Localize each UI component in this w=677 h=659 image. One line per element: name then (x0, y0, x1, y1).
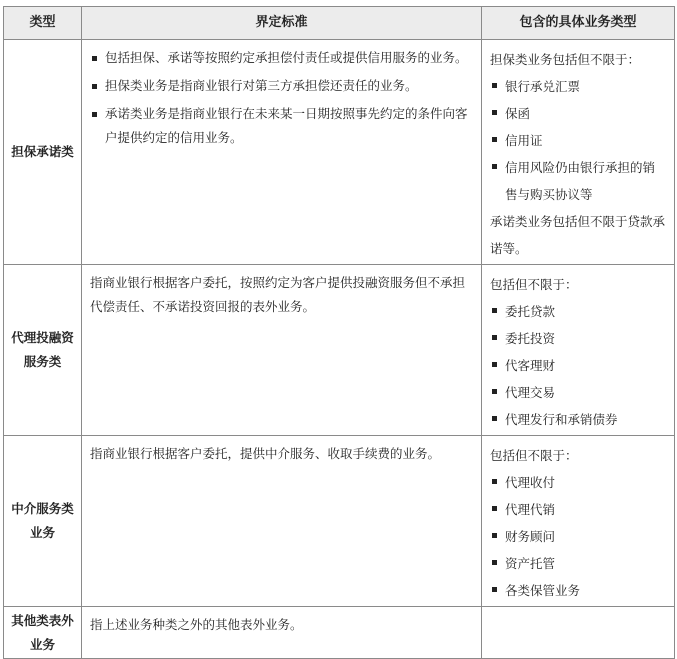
list-item: 资产托管 (490, 550, 666, 577)
list-item: 委托贷款 (490, 298, 666, 325)
type-cell: 担保承诺类 (4, 40, 82, 265)
header-business: 包含的具体业务类型 (482, 7, 675, 40)
business-intro: 包括但不限于： (490, 448, 578, 463)
list-item: 代理代销 (490, 496, 666, 523)
business-intro: 包括但不限于： (490, 277, 578, 292)
list-item: 保函 (490, 100, 666, 127)
definition-cell: 指商业银行根据客户委托，按照约定为客户提供投融资服务但不承担代偿责任、不承诺投资回报的表外业务。 (82, 265, 482, 436)
header-definition: 界定标准 (82, 7, 482, 40)
list-item: 信用风险仍由银行承担的销售与购买协议等 (490, 154, 666, 208)
table-row (4, 265, 675, 436)
business-cell-empty (482, 607, 675, 659)
list-item: 各类保管业务 (490, 577, 666, 604)
business-type-table (3, 6, 675, 659)
business-list (490, 298, 666, 433)
table-row (4, 607, 675, 659)
definition-cell: 指商业银行根据客户委托，提供中介服务、收取手续费的业务。 (82, 436, 482, 607)
business-cell (482, 40, 675, 265)
header-row (4, 7, 675, 40)
type-cell: 其他类表外业务 (4, 607, 82, 659)
list-item: 代客理财 (490, 352, 666, 379)
table-row (4, 436, 675, 607)
list-item: 代理交易 (490, 379, 666, 406)
list-item: 包括担保、承诺等按照约定承担偿付责任或提供信用服务的业务。 (90, 46, 473, 70)
list-item: 代理收付 (490, 469, 666, 496)
business-list (490, 469, 666, 604)
definition-list (90, 46, 473, 150)
list-item: 信用证 (490, 127, 666, 154)
definition-cell (82, 40, 482, 265)
list-item: 担保类业务是指商业银行对第三方承担偿还责任的业务。 (90, 74, 473, 98)
business-cell (482, 265, 675, 436)
business-intro: 担保类业务包括但不限于： (490, 52, 641, 67)
definition-cell: 指上述业务种类之外的其他表外业务。 (82, 607, 482, 659)
list-item: 银行承兑汇票 (490, 73, 666, 100)
list-item: 承诺类业务是指商业银行在未来某一日期按照事先约定的条件向客户提供约定的信用业务。 (90, 102, 473, 150)
list-item: 财务顾问 (490, 523, 666, 550)
list-item: 代理发行和承销债券 (490, 406, 666, 433)
list-item: 委托投资 (490, 325, 666, 352)
business-list (490, 73, 666, 208)
table-row (4, 40, 675, 265)
business-cell (482, 436, 675, 607)
header-type: 类型 (4, 7, 82, 40)
type-cell: 中介服务类业务 (4, 436, 82, 607)
type-cell: 代理投融资服务类 (4, 265, 82, 436)
business-note: 承诺类业务包括但不限于贷款承诺等。 (490, 214, 666, 256)
